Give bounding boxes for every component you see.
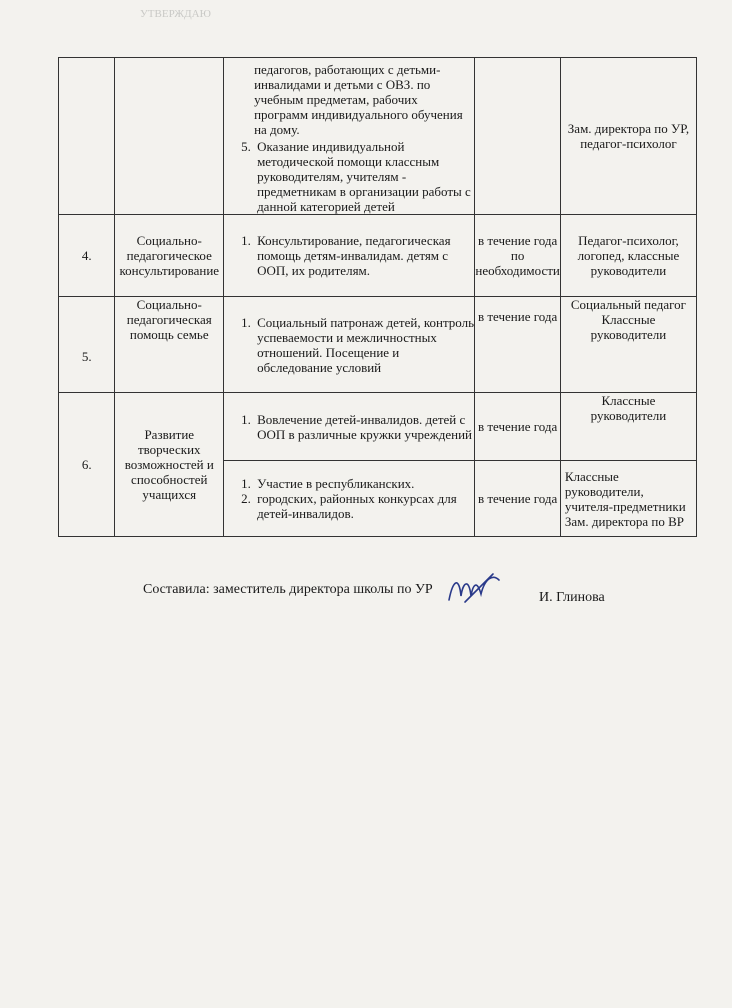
- responsible-cell: Педагог-психолог, логопед, классные руководители: [560, 215, 696, 297]
- period-cell: в течение года: [475, 461, 561, 537]
- activities-continuation: педагогов, работающих с детьми-инвалидами и детьми с ОВЗ. по учебным предметам, рабочих программ индивидуального обучения на дому.: [254, 62, 463, 137]
- row-number: 5.: [59, 297, 115, 393]
- list-item: 1. Консультирование, педагогическая помощь детям-инвалидам. детям с ООП, их родителям.: [254, 233, 474, 278]
- list-item: 2. городских, районных конкурсах для детей-инвалидов.: [254, 491, 474, 521]
- list-item: 1. Вовлечение детей-инвалидов. детей с ООП в различные кружки учреждений: [254, 412, 474, 442]
- activities-list: [224, 139, 474, 214]
- activities-cell: [224, 297, 475, 393]
- activities-cell: [224, 461, 475, 537]
- table-row: [59, 393, 697, 461]
- list-item: 1. Социальный патронаж детей, контроль успеваемости и межличностных отношений. Посещение и обследование условий: [254, 315, 474, 375]
- table-row: [59, 297, 697, 393]
- direction-cell: Социально-педагогическая помощь семье: [115, 297, 224, 393]
- direction-cell: [115, 58, 224, 215]
- plan-table: [58, 57, 697, 537]
- period-cell: в течение года по необходимости: [475, 215, 561, 297]
- row-number: 6.: [59, 393, 115, 537]
- row-number: 4.: [59, 215, 115, 297]
- activities-list: [224, 315, 474, 375]
- direction-cell: Развитие творческих возможностей и способностей учащихся: [115, 393, 224, 537]
- activities-list: [224, 476, 474, 521]
- number-cell: [59, 58, 115, 215]
- responsible-cell: Зам. директора по УР, педагог-психолог: [560, 58, 696, 215]
- table-row: [59, 215, 697, 297]
- period-cell: в течение года: [475, 393, 561, 461]
- activities-cell: [224, 58, 475, 215]
- list-item: 1. Участие в республиканских.: [254, 476, 474, 491]
- activities-list: [224, 233, 474, 278]
- activities-cell: [224, 215, 475, 297]
- activities-list: [224, 412, 474, 442]
- signatory-name: И. Глинова: [539, 590, 605, 605]
- responsible-cell: Социальный педагог Классные руководители: [560, 297, 696, 393]
- table-row: [59, 58, 697, 215]
- responsible-cell: Классные руководители: [560, 393, 696, 461]
- period-cell: в течение года: [475, 297, 561, 393]
- handwritten-signature: [443, 570, 507, 610]
- bleed-through-text: УТВЕРЖДАЮ: [140, 8, 211, 20]
- signature-label: Составила: заместитель директора школы по УР: [143, 582, 433, 597]
- direction-cell: Социально-педагогическое консультирование: [115, 215, 224, 297]
- period-cell: [475, 58, 561, 215]
- responsible-cell: Классные руководители, учителя-предметники Зам. директора по ВР: [560, 461, 696, 537]
- list-item: 5. Оказание индивидуальной методической помощи классным руководителям, учителям - предметникам в организации работы с данной категорией детей: [254, 139, 474, 214]
- activities-cell: [224, 393, 475, 461]
